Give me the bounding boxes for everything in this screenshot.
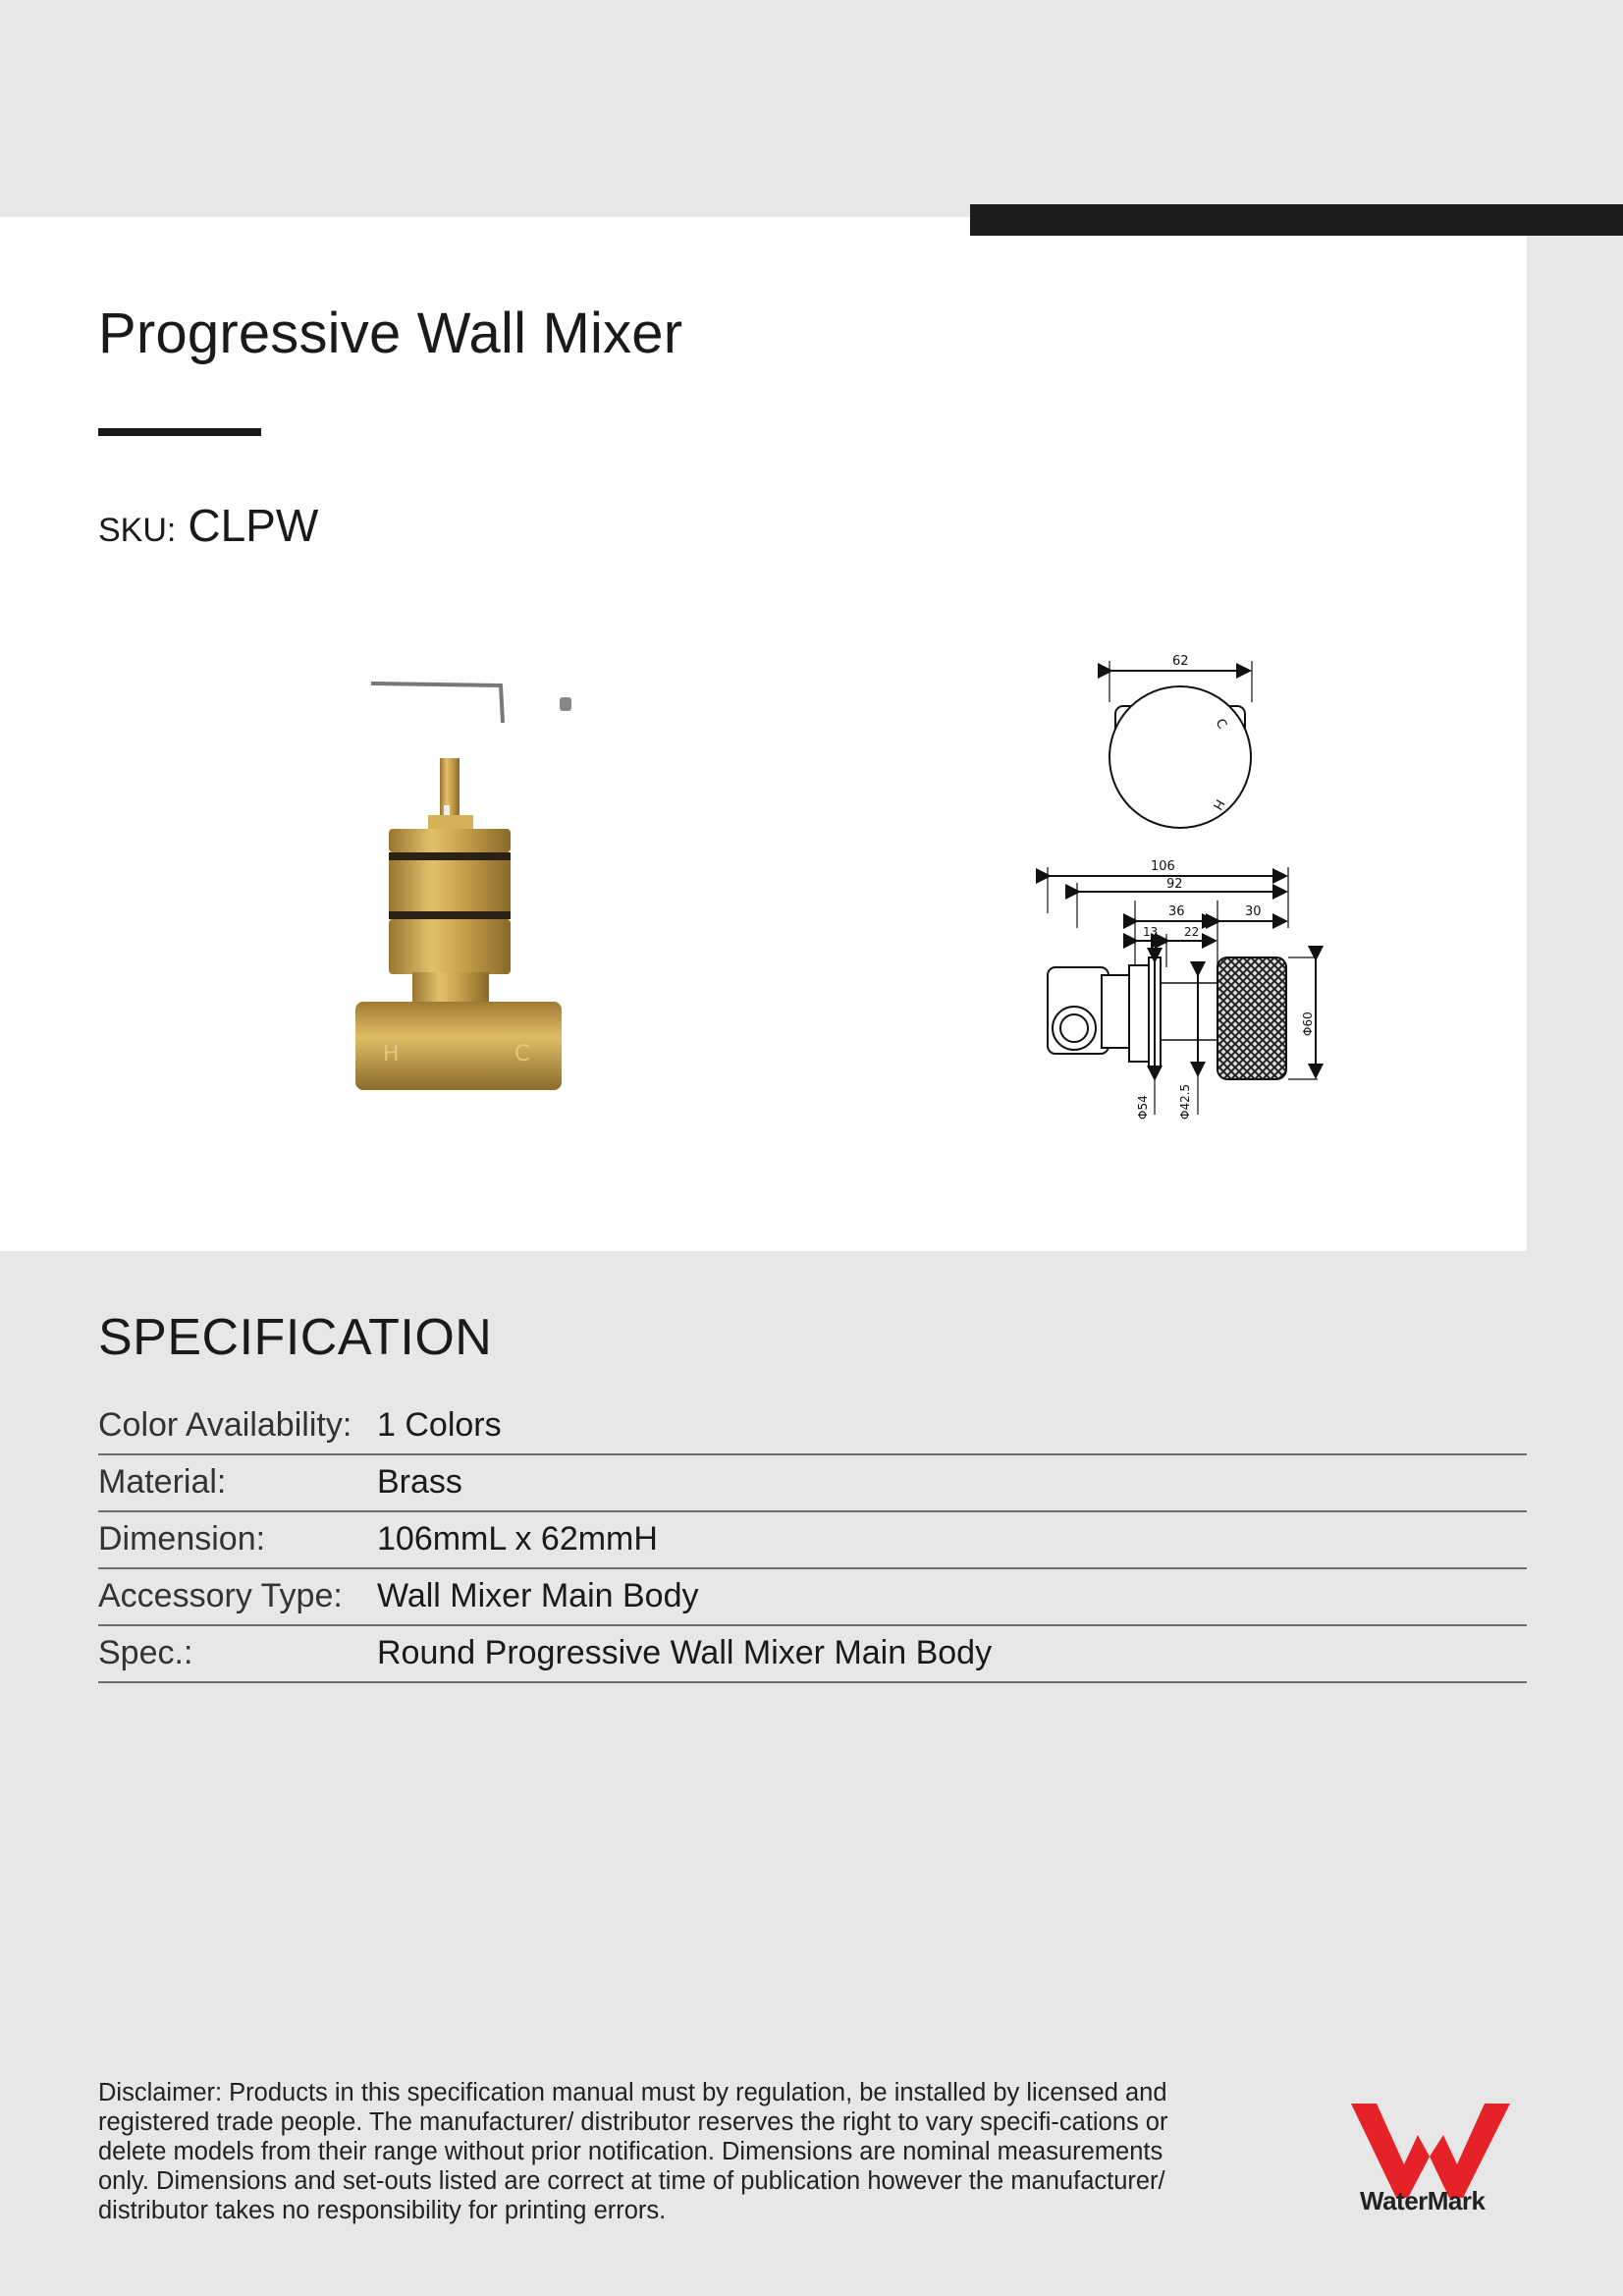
specification-table <box>98 1398 1527 1683</box>
spec-row-accessory-type <box>98 1569 1527 1626</box>
disclaimer-text: Disclaimer: Products in this specification manual must by regulation, be installed by licensed and registered trade people. The manufacturer/ distributor reserves the right to vary specifi-cations or delete models from their range without prior notification. Dimensions are nominal measurements only. Dimensions and set-outs listed are correct at time of publication however the manufacturer/ distributor takes no responsibility for printing errors. <box>98 2079 1168 2224</box>
spec-value: Wall Mixer Main Body <box>377 1577 699 1614</box>
dim-22: 22 <box>1184 925 1200 939</box>
top-view <box>1109 654 1252 828</box>
side-view <box>1048 859 1318 1120</box>
watermark-logo-text: WaterMark <box>1360 2186 1486 2215</box>
sku-label: SKU: <box>98 512 177 549</box>
dia-42: Φ42.5 <box>1178 1083 1192 1120</box>
grub-screw <box>560 697 571 711</box>
mark-c: C <box>1212 716 1230 732</box>
dim-106: 106 <box>1151 859 1175 874</box>
dim-62: 62 <box>1172 654 1189 669</box>
photo-mark-c: C <box>514 1042 530 1066</box>
sku-value: CLPW <box>188 500 319 551</box>
spec-row-dimension <box>98 1512 1527 1569</box>
spec-label: Dimension: <box>98 1520 266 1558</box>
page-title: Progressive Wall Mixer <box>98 301 683 365</box>
spec-row-color <box>98 1398 1527 1455</box>
spec-value: 1 Colors <box>377 1406 502 1444</box>
dim-36: 36 <box>1168 904 1185 919</box>
header-accent-bar <box>970 204 1623 236</box>
sku-line <box>98 499 318 552</box>
spec-value: Round Progressive Wall Mixer Main Body <box>377 1634 993 1671</box>
spec-label: Material: <box>98 1463 227 1501</box>
spec-label: Spec.: <box>98 1634 193 1671</box>
dia-54: Φ54 <box>1136 1095 1150 1120</box>
spec-label: Accessory Type: <box>98 1577 343 1614</box>
dim-30: 30 <box>1245 904 1262 919</box>
spec-row-material <box>98 1455 1527 1512</box>
specification-title: SPECIFICATION <box>98 1309 493 1366</box>
spec-label: Color Availability: <box>98 1406 352 1444</box>
dim-92: 92 <box>1166 877 1183 892</box>
dia-60: Φ60 <box>1301 1011 1315 1036</box>
spec-value: Brass <box>377 1463 462 1501</box>
dim-13: 13 <box>1143 925 1159 939</box>
product-photo <box>353 668 609 1100</box>
spec-value: 106mmL x 62mmH <box>377 1520 658 1558</box>
photo-mark-h: H <box>383 1042 400 1066</box>
allen-key <box>371 683 503 723</box>
technical-drawing <box>1031 643 1325 1134</box>
title-underline <box>98 428 261 436</box>
mark-h: H <box>1209 796 1227 812</box>
spec-row-spec <box>98 1626 1527 1683</box>
